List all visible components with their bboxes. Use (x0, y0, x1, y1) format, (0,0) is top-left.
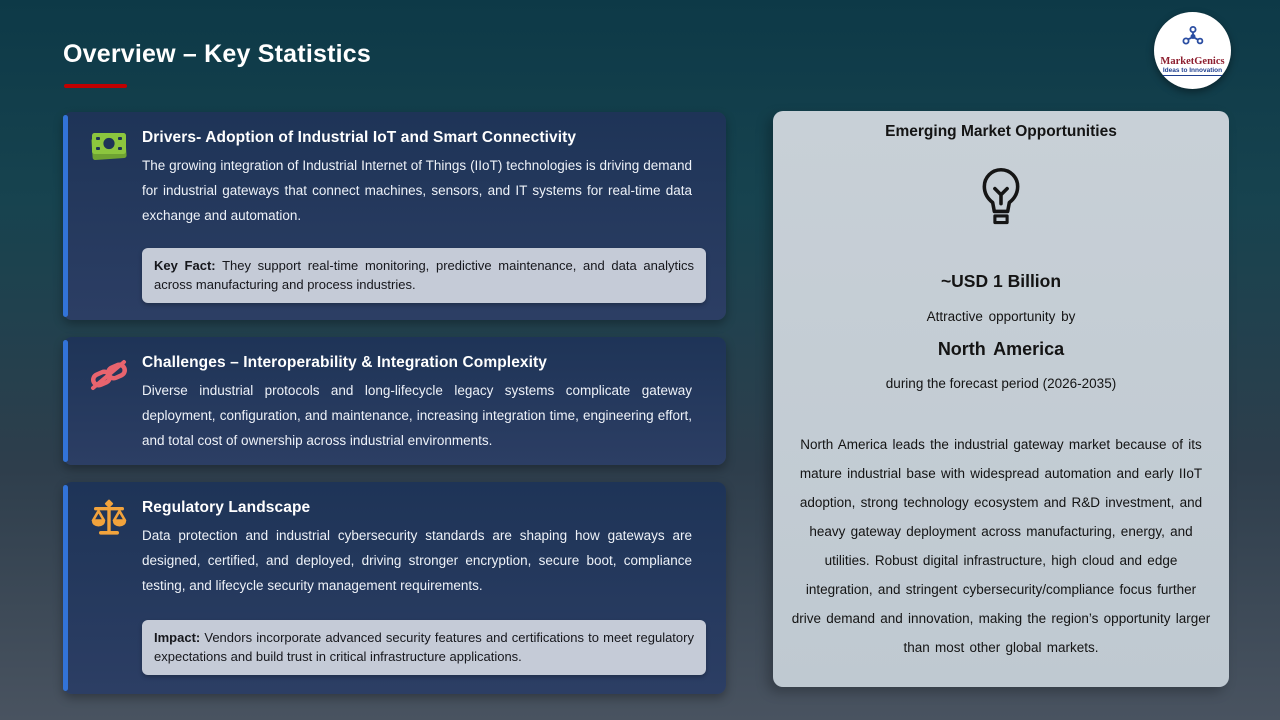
page-title: Overview – Key Statistics (63, 40, 371, 68)
key-fact-callout (142, 248, 706, 303)
challenges-card (63, 337, 726, 465)
opportunity-region: North America (937, 339, 1065, 359)
card-accent-bar (63, 340, 68, 462)
lightbulb-icon (773, 167, 1229, 227)
card-body-text: Data protection and industrial cybersecurity standards are shaping how gateways are designed, certified, and deployed, driving stronger encryption, secure boot, compliance testing, and lifecycle security management requirements. (142, 528, 692, 593)
title-accent-underline (64, 84, 127, 88)
card-accent-bar (63, 115, 68, 317)
regulatory-card (63, 482, 726, 694)
card-accent-bar (63, 485, 68, 691)
card-body-text: Diverse industrial protocols and long-lifecycle legacy systems complicate gateway deployment, configuration, and maintenance, increasing integration time, engineering effort, and total cost of ownership across industrial environments. (142, 383, 692, 448)
card-body-text: The growing integration of Industrial Internet of Things (IIoT) technologies is driving demand for industrial gateways that connect machines, sensors, and IT systems for real-time data exchange and automation. (142, 158, 692, 223)
impact-callout (142, 620, 706, 675)
panel-heading: Emerging Market Opportunities (885, 123, 1117, 140)
card-title: Regulatory Landscape (142, 499, 311, 516)
marketgenics-logo (1154, 12, 1231, 89)
molecule-icon (1180, 25, 1206, 56)
callout-label: Key Fact: (154, 258, 216, 273)
drivers-card (63, 112, 726, 320)
opportunity-value: ~USD 1 Billion (940, 271, 1062, 291)
card-title: Drivers- Adoption of Industrial IoT and Smart Connectivity (142, 129, 577, 146)
callout-text: They support real-time monitoring, predictive maintenance, and data analytics across manufacturing and process industries. (154, 258, 694, 292)
logo-name: MarketGenics (1160, 56, 1225, 67)
logo-tagline: Ideas to Innovation (1162, 67, 1223, 74)
opportunity-period: during the forecast period (2026-2035) (885, 376, 1117, 391)
scales-icon (89, 499, 133, 541)
broken-link-icon (89, 357, 133, 399)
emerging-opportunities-panel (773, 111, 1229, 687)
callout-text: Vendors incorporate advanced security features and certifications to meet regulatory expectations and build trust in critical infrastructure applications. (154, 630, 694, 664)
opportunity-description: North America leads the industrial gateway market because of its mature industrial base with widespread automation and early IIoT adoption, strong technology ecosystem and R&D investment, and heavy gateway deployment across manufacturing, energy, and utilities. Robust digital infrastructure, high cloud and edge integration, and stringent cybersecurity/compliance focus further drive demand and innovation, making the region’s opportunity larger than most other global markets. (791, 437, 1211, 655)
opportunity-subtitle: Attractive opportunity by (926, 309, 1076, 324)
money-icon (89, 129, 133, 171)
card-title: Challenges – Interoperability & Integration Complexity (142, 354, 548, 371)
callout-label: Impact: (154, 630, 201, 645)
